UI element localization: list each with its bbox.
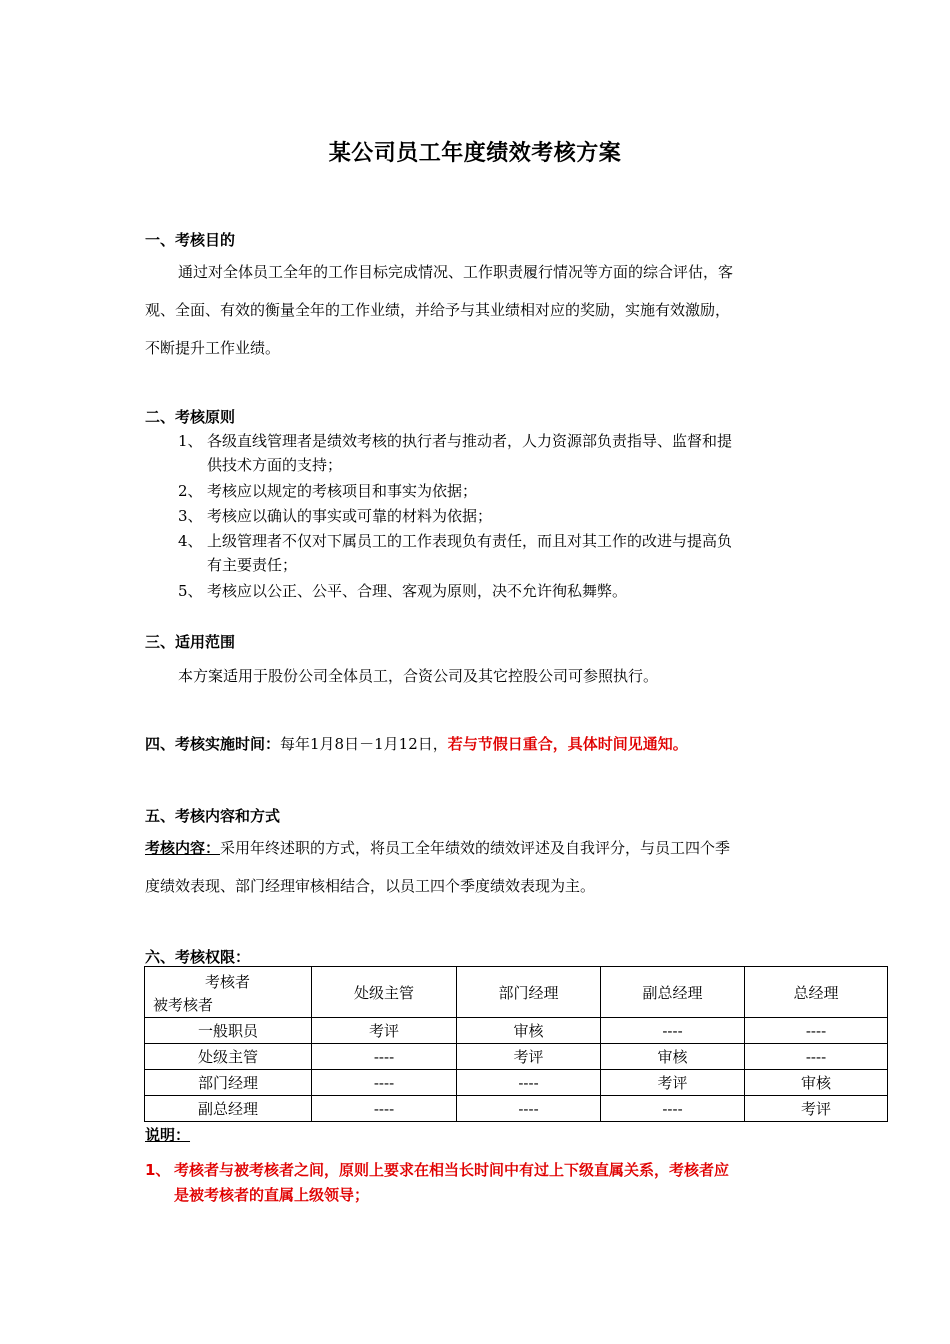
table-cell: 考评 bbox=[457, 1044, 601, 1070]
table-cell: 审核 bbox=[745, 1070, 888, 1096]
section-2-heading: 二、考核原则 bbox=[145, 408, 236, 426]
principle-4-text: 上级管理者不仅对下属员工的工作表现负有责任，而且对其工作的改进与提高负 bbox=[207, 532, 733, 550]
table-row bbox=[145, 1070, 888, 1096]
section-5-heading: 五、考核内容和方式 bbox=[145, 807, 281, 825]
section-4-heading: 四、考核实施时间： bbox=[145, 735, 281, 753]
corner-reviewer-label: 考核者 bbox=[205, 973, 251, 991]
principle-2-number: 2、 bbox=[178, 482, 203, 500]
table-cell: 审核 bbox=[457, 1018, 601, 1044]
note-1-line-2: 是被考核者的直属上级领导； bbox=[174, 1186, 370, 1204]
table-cell: 考评 bbox=[745, 1096, 888, 1122]
table-cell: 考评 bbox=[601, 1070, 745, 1096]
content-label: 考核内容： bbox=[145, 839, 221, 857]
table-cell: ---- bbox=[745, 1018, 888, 1044]
table-cell: ---- bbox=[312, 1096, 457, 1122]
section-3-text: 本方案适用于股份公司全体员工，合资公司及其它控股公司可参照执行。 bbox=[178, 667, 659, 685]
principle-4-text-cont: 有主要责任； bbox=[207, 556, 298, 574]
note-1-line-1: 考核者与被考核者之间，原则上要求在相当长时间中有过上下级直属关系，考核者应 bbox=[174, 1161, 730, 1179]
column-header: 总经理 bbox=[745, 967, 888, 1018]
column-header: 副总经理 bbox=[601, 967, 745, 1018]
section-6-heading: 六、考核权限： bbox=[145, 948, 251, 966]
section-4-line bbox=[145, 734, 688, 754]
principle-5-number: 5、 bbox=[178, 582, 203, 600]
principle-1-number: 1、 bbox=[178, 432, 203, 450]
principle-5-text: 考核应以公正、公平、合理、客观为原则，决不允许徇私舞弊。 bbox=[207, 582, 628, 600]
table-cell: ---- bbox=[312, 1070, 457, 1096]
section-4-holiday-note: 若与节假日重合，具体时间见通知。 bbox=[447, 735, 688, 753]
table-row bbox=[145, 1044, 888, 1070]
section-5-line-2: 度绩效表现、部门经理审核相结合，以员工四个季度绩效表现为主。 bbox=[145, 877, 596, 895]
note-1-number: 1、 bbox=[145, 1161, 171, 1179]
table-cell: 审核 bbox=[601, 1044, 745, 1070]
section-5-line-1 bbox=[145, 838, 730, 858]
principle-3-text: 考核应以确认的事实或可靠的材料为依据； bbox=[207, 507, 493, 525]
table-cell: ---- bbox=[601, 1018, 745, 1044]
section-1-line-1: 通过对全体员工全年的工作目标完成情况、工作职责履行情况等方面的综合评估，客 bbox=[178, 263, 734, 281]
table-cell: ---- bbox=[745, 1044, 888, 1070]
principle-3-number: 3、 bbox=[178, 507, 203, 525]
column-header: 部门经理 bbox=[457, 967, 601, 1018]
table-cell: ---- bbox=[312, 1044, 457, 1070]
section-1-heading: 一、考核目的 bbox=[145, 231, 236, 249]
section-4-time: 每年1月8日－1月12日， bbox=[280, 735, 448, 753]
principle-4-number: 4、 bbox=[178, 532, 203, 550]
table-cell: ---- bbox=[601, 1096, 745, 1122]
content-text: 采用年终述职的方式，将员工全年绩效的绩效评述及自我评分，与员工四个季 bbox=[220, 839, 731, 857]
column-header: 处级主管 bbox=[312, 967, 457, 1018]
row-label: 处级主管 bbox=[145, 1044, 312, 1070]
document-title: 某公司员工年度绩效考核方案 bbox=[328, 141, 622, 166]
table-cell: ---- bbox=[457, 1096, 601, 1122]
section-1-line-2: 观、全面、有效的衡量全年的工作业绩，并给予与其业绩相对应的奖励，实施有效激励， bbox=[145, 301, 731, 319]
section-3-heading: 三、适用范围 bbox=[145, 633, 236, 651]
table-header-row bbox=[145, 967, 888, 1018]
table-cell: ---- bbox=[457, 1070, 601, 1096]
row-label: 部门经理 bbox=[145, 1070, 312, 1096]
section-1-line-3: 不断提升工作业绩。 bbox=[145, 339, 281, 357]
row-label: 副总经理 bbox=[145, 1096, 312, 1122]
principle-2-text: 考核应以规定的考核项目和事实为依据； bbox=[207, 482, 478, 500]
authority-table bbox=[144, 966, 888, 1122]
row-label: 一般职员 bbox=[145, 1018, 312, 1044]
table-row bbox=[145, 1018, 888, 1044]
principle-1-text-cont: 供技术方面的支持； bbox=[207, 456, 343, 474]
table-corner-cell bbox=[145, 967, 312, 1018]
principle-1-text: 各级直线管理者是绩效考核的执行者与推动者，人力资源部负责指导、监督和提 bbox=[207, 432, 733, 450]
table-row bbox=[145, 1096, 888, 1122]
note-label: 说明： bbox=[145, 1126, 191, 1144]
table-cell: 考评 bbox=[312, 1018, 457, 1044]
corner-reviewee-label: 被考核者 bbox=[153, 996, 214, 1014]
